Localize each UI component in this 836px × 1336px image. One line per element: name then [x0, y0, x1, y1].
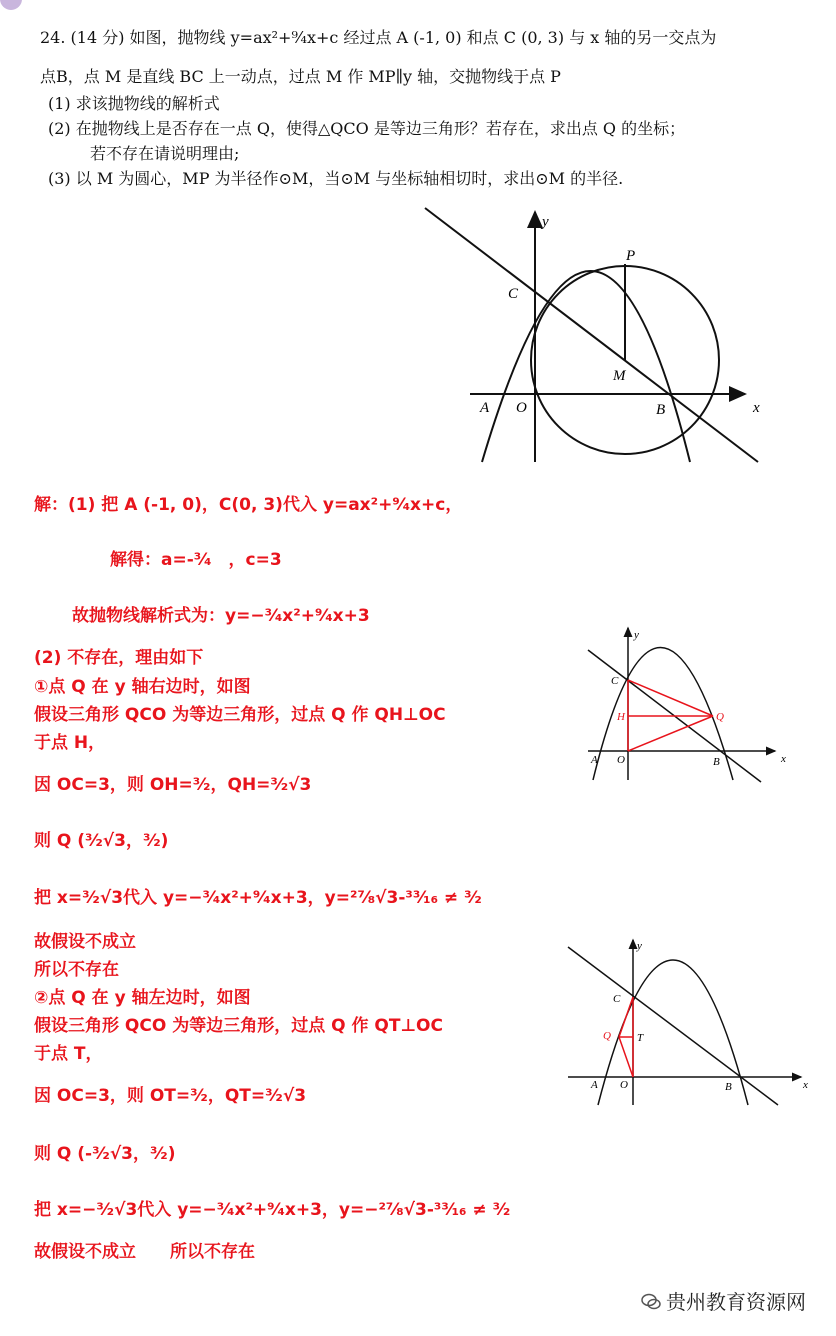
line-bc [425, 208, 758, 462]
solution-line-12: 所以不存在 [34, 960, 119, 980]
solution-line-7: 于点 H， [34, 733, 106, 753]
segment-cq [628, 680, 713, 716]
label-c: C [508, 286, 519, 302]
solution-line-3: 故抛物线解析式为：y=−³⁄₄x²+⁹⁄₄x+3 [72, 606, 370, 626]
label-a: A [591, 754, 598, 766]
label-q: Q [603, 1030, 611, 1042]
solution-line-11: 故假设不成立 [34, 932, 136, 952]
figure-3-diagram [563, 935, 813, 1110]
label-b: B [725, 1081, 732, 1093]
solution-line-2: 解得：a=-³⁄₄ ，c=3 [110, 550, 282, 570]
solution-line-16: 因 OC=3，则 OT=³⁄₂，QT=³⁄₂√3 [34, 1086, 307, 1106]
segment-qo [619, 1037, 633, 1077]
question-1: (1) 求该抛物线的解析式 [48, 94, 220, 113]
corner-logo [0, 0, 22, 10]
problem-line-1: 24. (14 分) 如图，抛物线 y=ax²+⁹⁄₄x+c 经过点 A (-1, 0) 和点 C (0, 3) 与 x 轴的另一交点为 [40, 28, 717, 47]
solution-line-4: (2) 不存在，理由如下 [34, 648, 204, 668]
solution-line-10: 把 x=³⁄₂√3代入 y=−³⁄₄x²+⁹⁄₄x+3，y=²⁷⁄₈√3-³³⁄₁₆ ≠ ³⁄₂ [34, 888, 482, 908]
label-o: O [620, 1079, 628, 1091]
wechat-icon [640, 1292, 662, 1312]
solution-line-5: ①点 Q 在 y 轴右边时，如图 [34, 677, 251, 697]
segment-oq [628, 716, 713, 751]
watermark-text: 贵州教育资源网 [666, 1290, 806, 1314]
label-b: B [713, 756, 720, 768]
solution-line-13: ②点 Q 在 y 轴左边时，如图 [34, 988, 251, 1008]
label-a: A [480, 400, 490, 416]
label-p: P [626, 248, 636, 264]
solution-line-14: 假设三角形 QCO 为等边三角形，过点 Q 作 QT⊥OC [34, 1016, 443, 1036]
solution-line-8: 因 OC=3，则 OH=³⁄₂，QH=³⁄₂√3 [34, 775, 312, 795]
solution-line-6: 假设三角形 QCO 为等边三角形，过点 Q 作 QH⊥OC [34, 705, 446, 725]
label-x: x [781, 753, 786, 765]
label-x: x [753, 400, 760, 416]
label-o: O [617, 754, 625, 766]
label-c: C [611, 675, 619, 687]
solution-line-17: 则 Q (-³⁄₂√3，³⁄₂) [34, 1144, 176, 1164]
label-h: H [617, 711, 625, 723]
label-m: M [613, 368, 626, 384]
figure-2-diagram [583, 620, 798, 785]
label-q: Q [716, 711, 724, 723]
question-2: (2) 在抛物线上是否存在一点 Q，使得△QCO 是等边三角形？若存在，求出点 Q 的坐标； [48, 119, 686, 138]
figure-1-diagram [420, 200, 770, 470]
solution-line-19: 故假设不成立 所以不存在 [34, 1242, 255, 1262]
question-3: (3) 以 M 为圆心，MP 为半径作⊙M，当⊙M 与坐标轴相切时，求出⊙M 的半径. [48, 169, 624, 188]
solution-line-1: 解：(1) 把 A (-1, 0)，C(0, 3)代入 y=ax²+⁹⁄₄x+c， [34, 495, 463, 515]
problem-line-2: 点B，点 M 是直线 BC 上一动点，过点 M 作 MP∥y 轴，交抛物线于点 P [40, 67, 561, 86]
solution-line-9: 则 Q (³⁄₂√3，³⁄₂) [34, 831, 169, 851]
label-y: y [634, 629, 639, 641]
label-t: T [637, 1032, 644, 1044]
label-b: B [656, 402, 666, 418]
segment-cq [619, 997, 633, 1037]
label-c: C [613, 993, 621, 1005]
label-o: O [516, 400, 527, 416]
label-y: y [637, 940, 642, 952]
label-x: x [803, 1079, 808, 1091]
solution-line-15: 于点 T， [34, 1044, 103, 1064]
label-y: y [542, 214, 549, 230]
question-2-cont: 若不存在请说明理由; [90, 144, 240, 163]
label-a: A [591, 1079, 598, 1091]
solution-line-18: 把 x=−³⁄₂√3代入 y=−³⁄₄x²+⁹⁄₄x+3，y=−²⁷⁄₈√3-³³⁄₁₆ ≠ ³⁄₂ [34, 1200, 511, 1220]
